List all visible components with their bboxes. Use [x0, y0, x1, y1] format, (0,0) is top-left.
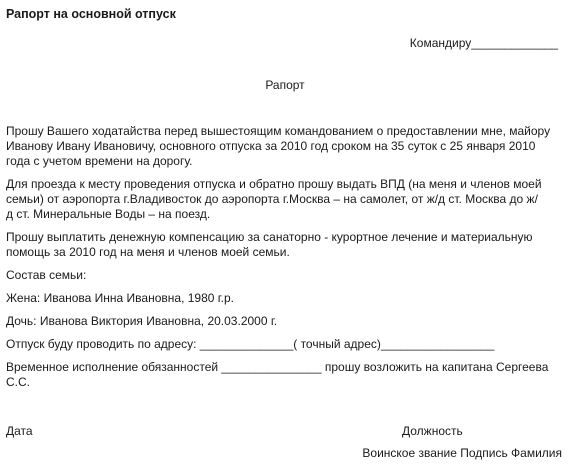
signature-line: Воинское звание Подпись Фамилия — [362, 446, 562, 460]
paragraph-travel — [6, 177, 556, 222]
text-line: Состав семьи: — [6, 268, 87, 282]
text-line: д ст. Минеральные Воды – на поезд. — [6, 207, 211, 221]
paragraph-duties — [6, 360, 556, 390]
position-label: Должность — [402, 424, 463, 438]
paragraph-address — [6, 337, 556, 352]
text-line: Жена: Иванова Инна Ивановна, 1980 г.р. — [6, 291, 235, 305]
addressee-line: Командиру_____________ — [409, 36, 558, 50]
text-line: Прошу Вашего ходатайства перед вышестоящим командованием о предоставлении мне, майору — [6, 124, 551, 138]
text-line: Для проезда к месту проведения отпуска и обратно прошу выдать ВПД (на меня и членов моей — [6, 177, 542, 191]
text-line: Прошу выплатить денежную компенсацию за санаторно - курортное лечение и материальную — [6, 230, 533, 244]
text-line: Иванову Ивану Ивановичу, основного отпуска за 2010 год сроком на 35 суток с 25 января 2010 — [6, 139, 536, 153]
document-body — [6, 124, 556, 398]
paragraph-daughter — [6, 314, 556, 329]
paragraph-family-heading — [6, 268, 556, 283]
paragraph-wife — [6, 291, 556, 306]
text-line: С.С. — [6, 375, 30, 389]
document-title: Рапорт на основной отпуск — [6, 7, 176, 21]
paragraph-request — [6, 124, 556, 169]
paragraph-compensation — [6, 230, 556, 260]
text-line: Временное исполнение обязанностей _______________ прошу возложить на капитана Сергеева — [6, 360, 549, 374]
text-line: помощь за 2010 год на меня и членов моей семьи. — [6, 245, 290, 259]
text-line: Дочь: Иванова Виктория Ивановна, 20.03.2000 г. — [6, 314, 278, 328]
text-line: года с учетом времени на дорогу. — [6, 154, 193, 168]
report-heading: Рапорт — [265, 78, 305, 92]
text-line: Отпуск буду проводить по адресу: ______________( точный адрес)_________________ — [6, 337, 495, 351]
text-line: семьи) от аэропорта г.Владивосток до аэропорта г.Москва – на самолет, от ж/д ст. Москва до ж/ — [6, 192, 538, 206]
date-label: Дата — [6, 424, 33, 438]
